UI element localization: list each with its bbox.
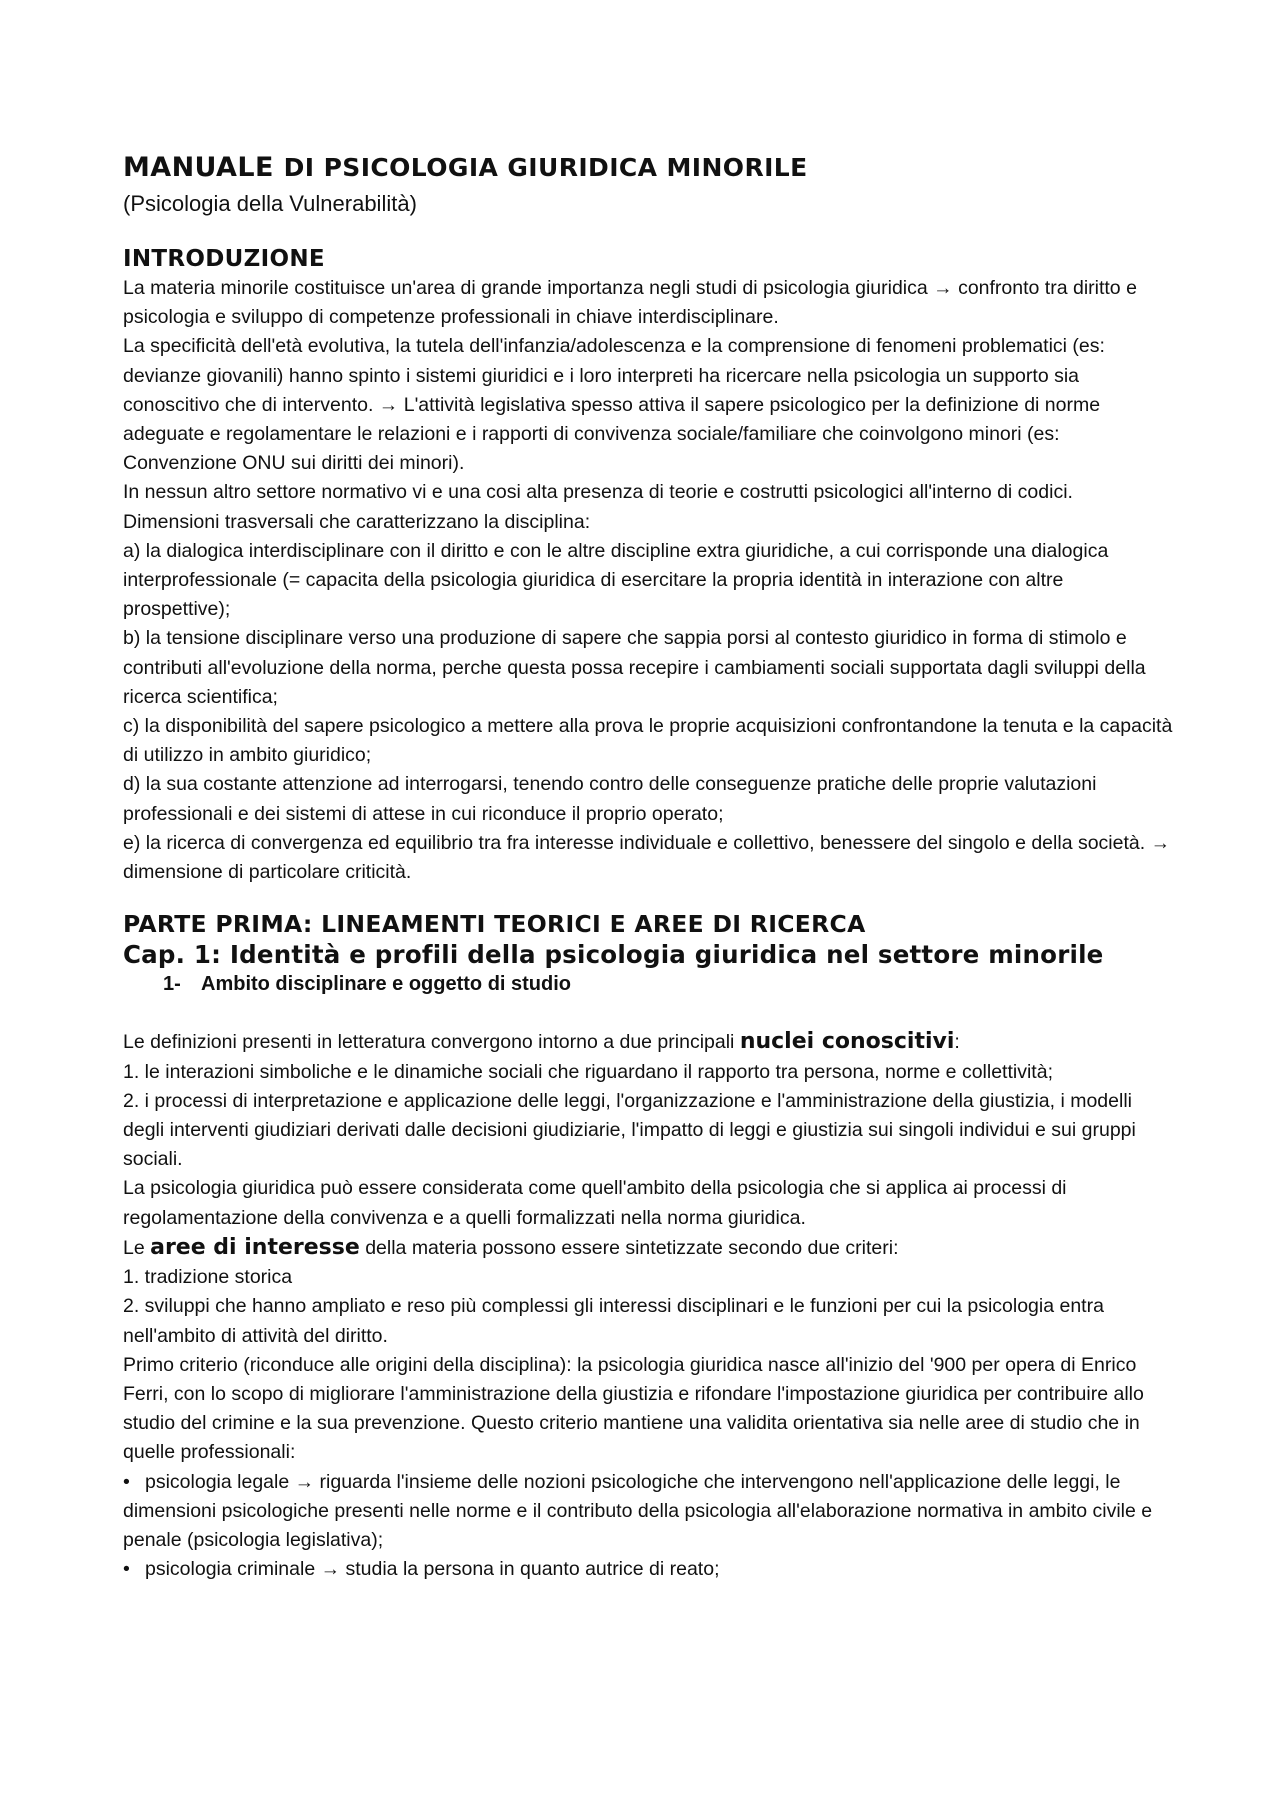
intro-item-a: a) la dialogica interdisciplinare con il diritto e con le altre discipline extra giuridiche, a cui corrisponde una dialogica interprofessionale (= capacita della psicologia giuridica di esercitare la propria identità in interazione con altre prospettive); bbox=[123, 539, 1109, 621]
primo-criterio-paragraph: Primo criterio (riconduce alle origini della disciplina): la psicologia giuridica nasce all'inizio del '900 per opera di Enrico Ferri, con lo scopo di migliorare l'amministrazione della giustizia e rifondare l'impostazione giuridica per contribuire allo studio del crimine e la sua prevenzione. Questo criterio mantiene una validita orientativa sia nelle aree di studio che in quelle professionali: bbox=[123, 1353, 1144, 1464]
nuclei-post: : bbox=[954, 1031, 960, 1054]
spacer bbox=[123, 887, 1173, 909]
bullet-text-criminale: psicologia criminale → studia la persona in quanto autrice di reato; bbox=[145, 1558, 720, 1581]
definition-paragraph: La psicologia giuridica può essere considerata come quell'ambito della psicologia che si applica ai processi di regolamentazione della convivenza e a quelli formalizzati nella norma giuridica. bbox=[123, 1177, 1067, 1229]
nuclei-item-1: 1. le interazioni simboliche e le dinamiche sociali che riguardano il rapporto tra persona, norme e collettività; bbox=[123, 1060, 1053, 1083]
aree-post: della materia possono essere sintetizzate secondo due criteri: bbox=[359, 1236, 899, 1259]
intro-item-c: c) la disponibilità del sapere psicologico a mettere alla prova le proprie acquisizioni confrontandone la tenuta e la capacità di utilizzo in ambito giuridico; bbox=[123, 715, 1173, 767]
title-main: MANUALE bbox=[123, 152, 274, 183]
document-subtitle: (Psicologia della Vulnerabilità) bbox=[123, 191, 417, 216]
intro-paragraph-4: Dimensioni trasversali che caratterizzano la disciplina: bbox=[123, 510, 591, 533]
nuclei-pre: Le definizioni presenti in letteratura convergono intorno a due principali bbox=[123, 1031, 740, 1054]
criterion-1: 1. tradizione storica bbox=[123, 1266, 293, 1289]
section-heading bbox=[163, 970, 1173, 999]
criterion-2: 2. sviluppi che hanno ampliato e reso più complessi gli interessi disciplinari e le funzioni per cui la psicologia entra nell'ambito di attività del diritto. bbox=[123, 1295, 1104, 1347]
intro-item-b: b) la tensione disciplinare verso una produzione di sapere che sappia porsi al contesto giuridico in forma di stimolo e contributi all'evoluzione della norma, perche questa possa recepire i cambiamenti sociali supportata dagli sviluppi della ricerca scientifica; bbox=[123, 627, 1146, 708]
intro-paragraph-3: In nessun altro settore normativo vi e una cosi alta presenza di teorie e costrutti psicologici all'interno di codici. bbox=[123, 481, 1073, 504]
document-title bbox=[123, 150, 1173, 186]
bullet-icon: • bbox=[123, 1558, 130, 1581]
aree-paragraph bbox=[123, 1233, 1173, 1263]
bullet-text-legale: psicologia legale → riguarda l'insieme delle nozioni psicologiche che intervengono nell'applicazione delle leggi, le dimensioni psicologiche presenti nelle norme e il contributo della psicologia all'elaborazione normativa in ambito civile e penale (psicologia legislativa); bbox=[123, 1470, 1153, 1551]
chapter-heading: Cap. 1: Identità e profili della psicologia giuridica nel settore minorile bbox=[123, 940, 1104, 970]
nuclei-item-2: 2. i processi di interpretazione e applicazione delle leggi, l'organizzazione e l'amministrazione della giustizia, i modelli degli interventi giudiziari derivati dalle decisioni giudiziarie, l'impatto di leggi e giustizia sui singoli individui e sui gruppi sociali. bbox=[123, 1089, 1136, 1171]
bullet-icon: • bbox=[123, 1470, 130, 1493]
nuclei-paragraph bbox=[123, 1027, 1173, 1057]
aree-pre: Le bbox=[123, 1236, 151, 1259]
intro-paragraph-2: La specificità dell'età evolutiva, la tutela dell'infanzia/adolescenza e la comprensione di fenomeni problematici (es: devianze giovanili) hanno spinto i sistemi giuridici e i loro interpreti ha ricercare nella psicologia un supporto sia conoscitivo che di intervento. → L'attività legislativa spesso attiva il sapere psicologico per la definizione di norme adeguate e regolamentare le relazioni e i rapporti di convivenza sociale/familiare che coinvolgono minori (es: Convenzione ONU sui diritti dei minori). bbox=[123, 335, 1105, 475]
intro-heading: INTRODUZIONE bbox=[123, 246, 325, 272]
intro-item-e: e) la ricerca di convergenza ed equilibrio tra fra interesse individuale e collettivo, benessere del singolo e della società. → dimensione di particolare criticità. bbox=[123, 831, 1171, 884]
bullet-item-legale bbox=[123, 1468, 1173, 1556]
section-title: Ambito disciplinare e oggetto di studio bbox=[201, 973, 572, 996]
section-number: 1- bbox=[163, 973, 181, 996]
intro-paragraph-1: La materia minorile costituisce un'area di grande importanza negli studi di psicologia giuridica → confronto tra diritto e psicologia e sviluppo di competenze professionali in chiave interdisciplinare. bbox=[123, 277, 1137, 329]
bullet-item-criminale bbox=[123, 1555, 1173, 1584]
part-heading: PARTE PRIMA: LINEAMENTI TEORICI E AREE DI RICERCA bbox=[123, 910, 866, 939]
document-body bbox=[123, 150, 1173, 1584]
nuclei-keyword: nuclei conoscitivi bbox=[739, 1029, 955, 1055]
title-rest: DI PSICOLOGIA GIURIDICA MINORILE bbox=[283, 153, 808, 182]
aree-keyword: aree di interesse bbox=[150, 1234, 360, 1260]
intro-item-d: d) la sua costante attenzione ad interrogarsi, tenendo contro delle conseguenze pratiche delle proprie valutazioni professionali e dei sistemi di attese in cui riconduce il proprio operato; bbox=[123, 773, 1097, 825]
